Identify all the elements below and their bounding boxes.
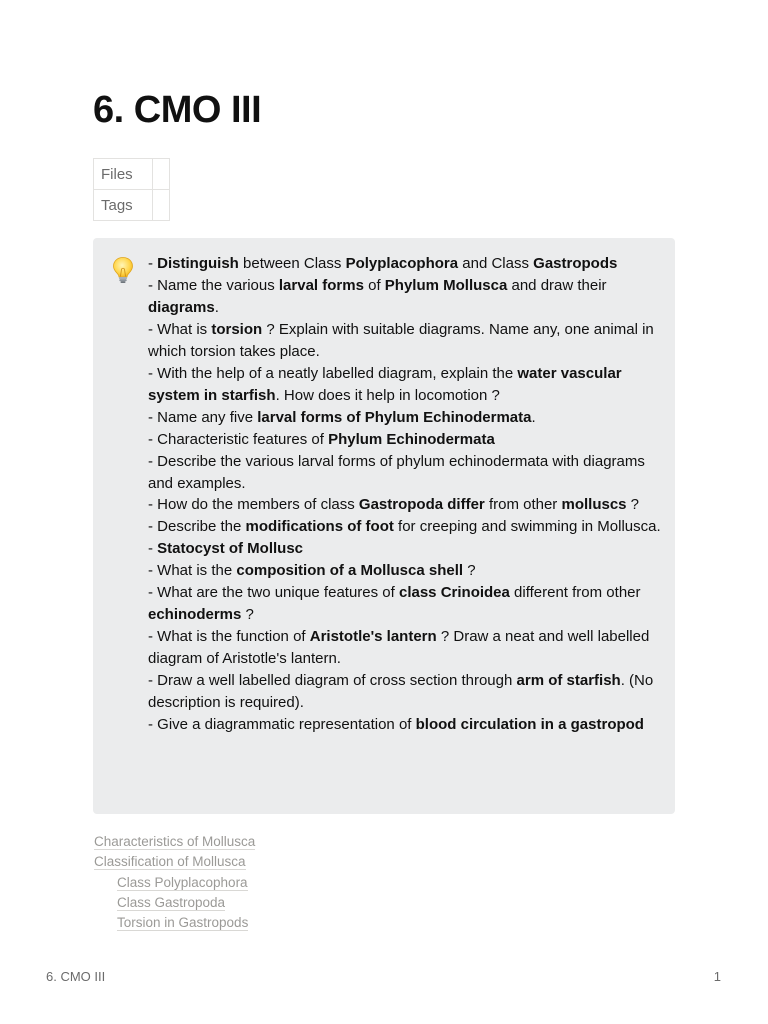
callout-line (148, 363, 663, 407)
bold-text: Phylum Echinodermata (328, 430, 495, 448)
callout-line (148, 451, 663, 495)
text-run: . (531, 408, 536, 426)
page-link-label: Characteristics of Mollusca (94, 834, 256, 849)
subpage-links (94, 832, 255, 933)
page-link-label: Classification of Mollusca (94, 854, 246, 870)
text-run: ? (463, 562, 476, 580)
callout-line (148, 253, 663, 275)
text-run: . (214, 298, 219, 316)
properties-table (93, 158, 170, 221)
bold-text: Aristotle's lantern (309, 628, 437, 646)
page-link[interactable] (94, 913, 255, 933)
text-run: - Name any five (148, 408, 258, 426)
text-run: ? Explain with suitable diagrams. Name any, one animal in which torsion takes place. (148, 320, 654, 360)
text-run: - (148, 540, 158, 558)
callout-line (148, 516, 663, 538)
bold-text: molluscs (561, 496, 627, 514)
text-run: between Class (238, 255, 346, 272)
text-run: from other (484, 496, 562, 514)
page-link[interactable] (94, 873, 255, 893)
text-run: . (No description is required). (148, 672, 654, 712)
text-run: - What is the function of (148, 628, 310, 646)
text-run: ? (626, 496, 640, 514)
page-title: 6. CMO III (93, 89, 262, 131)
callout-line (148, 670, 663, 714)
callout-line (148, 407, 663, 429)
text-run: . How does it help in locomotion ? (275, 386, 500, 404)
bold-text: Phylum Mollusca (384, 276, 508, 294)
bold-text: Polyplacophora (345, 255, 459, 272)
bold-text: blood circulation in a gastropod (415, 716, 644, 734)
text-run: - Describe the (148, 518, 246, 536)
property-row-tags[interactable] (94, 190, 170, 221)
text-run: - Name the various (148, 276, 279, 294)
bold-text: Statocyst of Mollusc (157, 540, 304, 558)
page-link-label: Class Polyplacophora (117, 874, 248, 890)
text-run: - What is the (148, 562, 237, 580)
callout-line (148, 319, 663, 363)
property-row-files[interactable] (94, 159, 170, 190)
callout-block (93, 238, 675, 814)
property-value[interactable] (153, 159, 170, 190)
property-key: Files (94, 159, 153, 190)
bold-text: composition of a Mollusca shell (236, 562, 464, 580)
callout-line (148, 538, 663, 560)
bold-text: modifications of foot (245, 518, 394, 536)
text-run: for creeping and swimming in Mollusca. (393, 518, 661, 536)
text-run: - (148, 255, 158, 272)
text-run: - How do the members of class (148, 496, 359, 514)
bold-text: class Crinoidea (398, 584, 510, 602)
page-link[interactable] (94, 852, 255, 872)
text-run: - Characteristic features of (148, 430, 329, 448)
callout-text (148, 253, 663, 736)
footer-title: 6. CMO III (46, 969, 106, 984)
callout-line (148, 494, 663, 516)
property-value[interactable] (153, 190, 170, 221)
bold-text: diagrams (148, 298, 215, 316)
text-run: - Draw a well labelled diagram of cross section through (148, 672, 517, 690)
callout-line (148, 560, 663, 582)
page-link[interactable] (94, 893, 255, 913)
bold-text: larval forms (278, 276, 364, 294)
callout-line (148, 429, 663, 451)
text-run: - What are the two unique features of (148, 584, 399, 602)
text-run: and draw their (507, 276, 607, 294)
text-run: - Describe the various larval forms of phylum echinodermata with diagrams and examples. (148, 452, 645, 492)
page-link-label: Torsion in Gastropods (117, 915, 249, 931)
bold-text: echinoderms (148, 606, 242, 624)
bold-text: water vascular system in starfish (148, 364, 622, 404)
bold-text: Gastropods (533, 255, 618, 272)
bold-text: Distinguish (157, 255, 239, 272)
text-run: of (363, 276, 385, 294)
text-run: ? (241, 606, 254, 624)
bold-text: torsion (211, 320, 263, 338)
text-run: - What is (148, 320, 212, 338)
callout-line (148, 275, 663, 319)
page-link-label: Class Gastropoda (117, 894, 226, 910)
callout-line (148, 714, 663, 736)
text-run: ? Draw a neat and well labelled diagram of Aristotle's lantern. (148, 628, 650, 668)
bold-text: arm of starfish (516, 672, 621, 690)
bold-text: Gastropoda differ (358, 496, 485, 514)
page-link[interactable] (94, 832, 255, 852)
text-run: - With the help of a neatly labelled diagram, explain the (148, 364, 518, 382)
text-run: - Give a diagrammatic representation of (148, 716, 416, 734)
lightbulb-icon (111, 256, 135, 284)
property-key: Tags (94, 190, 153, 221)
bold-text: larval forms of Phylum Echinodermata (257, 408, 532, 426)
callout-line (148, 626, 663, 670)
text-run: different from other (509, 584, 641, 602)
page-number: 1 (713, 969, 721, 984)
text-run: and Class (458, 255, 534, 272)
callout-line (148, 582, 663, 626)
